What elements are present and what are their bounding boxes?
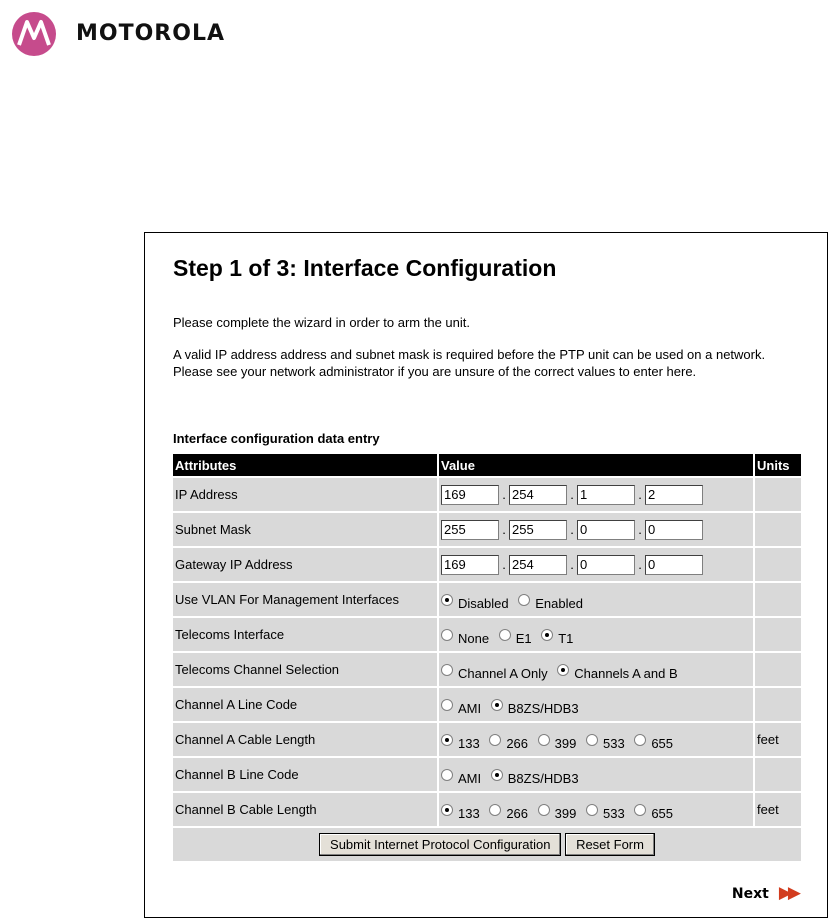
units-cell: feet — [755, 723, 801, 756]
units-cell — [755, 583, 801, 616]
channel-a-line-code-label: Channel A Line Code — [173, 688, 437, 721]
wizard-panel — [144, 232, 828, 918]
radio-button[interactable] — [441, 664, 453, 676]
subnet-mask-label: Subnet Mask — [173, 513, 437, 546]
channel-b-line-code-label: Channel B Line Code — [173, 758, 437, 791]
ip-octet-3[interactable] — [577, 485, 635, 505]
telecoms-option-t1[interactable]: T1 — [541, 627, 573, 643]
radio-button[interactable] — [489, 734, 501, 746]
units-cell — [755, 688, 801, 721]
header-value: Value — [439, 454, 753, 476]
cable-b-option-133[interactable]: 133 — [441, 802, 480, 818]
ip-address-label: IP Address — [173, 478, 437, 511]
table-caption: Interface configuration data entry — [173, 431, 380, 446]
telecoms-interface-label: Telecoms Interface — [173, 618, 437, 651]
telecoms-option-none[interactable]: None — [441, 627, 489, 643]
double-arrow-right-icon: ▶▶ — [778, 883, 797, 903]
cable-a-option-655[interactable]: 655 — [634, 732, 673, 748]
reset-form-button[interactable]: Reset Form — [565, 833, 655, 856]
instructions-text: A valid IP address address and subnet mask is required before the PTP unit can be used on a network. Please see your network administrator if you are unsure of the correct values to enter here. — [173, 347, 766, 379]
next-link[interactable] — [732, 883, 797, 903]
channel-option-a-only[interactable]: Channel A Only — [441, 662, 548, 678]
table-row — [173, 478, 801, 511]
channel-b-cable-length-options — [439, 793, 753, 826]
channel-b-option-b8zs[interactable]: B8ZS/HDB3 — [491, 767, 579, 783]
channel-a-line-code-options — [439, 688, 753, 721]
radio-button[interactable] — [586, 804, 598, 816]
telecoms-interface-options — [439, 618, 753, 651]
header-attributes: Attributes — [173, 454, 437, 476]
ip-octet-1[interactable] — [441, 485, 499, 505]
cable-a-option-533[interactable]: 533 — [586, 732, 625, 748]
gateway-label: Gateway IP Address — [173, 548, 437, 581]
channel-selection-options — [439, 653, 753, 686]
units-cell: feet — [755, 793, 801, 826]
radio-button[interactable] — [499, 629, 511, 641]
radio-button[interactable] — [491, 769, 503, 781]
table-header-row — [173, 454, 801, 476]
cable-a-option-266[interactable]: 266 — [489, 732, 528, 748]
subnet-octet-3[interactable] — [577, 520, 635, 540]
units-cell — [755, 513, 801, 546]
channel-selection-label: Telecoms Channel Selection — [173, 653, 437, 686]
radio-button[interactable] — [441, 804, 453, 816]
radio-button[interactable] — [541, 629, 553, 641]
radio-button[interactable] — [518, 594, 530, 606]
radio-button[interactable] — [441, 594, 453, 606]
gateway-field: 169 .254 .0 .0 — [439, 548, 753, 581]
channel-a-cable-length-options — [439, 723, 753, 756]
ip-address-field: 169 .254 .1 .2 — [439, 478, 753, 511]
ip-octet-2[interactable] — [509, 485, 567, 505]
channel-b-line-code-options — [439, 758, 753, 791]
subnet-mask-field: 255 .255 .0 .0 — [439, 513, 753, 546]
cable-b-option-399[interactable]: 399 — [538, 802, 577, 818]
channel-b-cable-length-label: Channel B Cable Length — [173, 793, 437, 826]
units-cell — [755, 758, 801, 791]
subnet-octet-1[interactable] — [441, 520, 499, 540]
radio-button[interactable] — [634, 804, 646, 816]
gateway-octet-2[interactable] — [509, 555, 567, 575]
vlan-options — [439, 583, 753, 616]
channel-a-option-ami[interactable]: AMI — [441, 697, 481, 713]
units-cell — [755, 618, 801, 651]
radio-button[interactable] — [441, 734, 453, 746]
channel-option-a-and-b[interactable]: Channels A and B — [557, 662, 677, 678]
table-row — [173, 548, 801, 581]
channel-a-cable-length-label: Channel A Cable Length — [173, 723, 437, 756]
header-units: Units — [755, 454, 801, 476]
radio-button[interactable] — [441, 769, 453, 781]
radio-button[interactable] — [538, 804, 550, 816]
radio-button[interactable] — [491, 699, 503, 711]
button-cell — [173, 828, 801, 861]
table-row — [173, 513, 801, 546]
page-title: Step 1 of 3: Interface Configuration — [173, 255, 557, 281]
units-cell — [755, 548, 801, 581]
table-row — [173, 583, 801, 616]
radio-button[interactable] — [634, 734, 646, 746]
table-row — [173, 688, 801, 721]
vlan-option-disabled[interactable]: Disabled — [441, 592, 509, 608]
gateway-octet-4[interactable] — [645, 555, 703, 575]
units-cell — [755, 478, 801, 511]
channel-a-option-b8zs[interactable]: B8ZS/HDB3 — [491, 697, 579, 713]
radio-button[interactable] — [441, 699, 453, 711]
radio-button[interactable] — [441, 629, 453, 641]
gateway-octet-1[interactable] — [441, 555, 499, 575]
radio-button[interactable] — [557, 664, 569, 676]
config-table — [171, 452, 803, 863]
table-row — [173, 653, 801, 686]
table-row — [173, 793, 801, 826]
cable-b-option-655[interactable]: 655 — [634, 802, 673, 818]
motorola-logo — [10, 10, 260, 58]
vlan-label: Use VLAN For Management Interfaces — [173, 583, 437, 616]
table-row — [173, 758, 801, 791]
subnet-octet-4[interactable] — [645, 520, 703, 540]
cable-b-option-533[interactable]: 533 — [586, 802, 625, 818]
radio-button[interactable] — [489, 804, 501, 816]
cable-a-option-399[interactable]: 399 — [538, 732, 577, 748]
table-row — [173, 618, 801, 651]
radio-button[interactable] — [538, 734, 550, 746]
vlan-option-enabled[interactable]: Enabled — [518, 592, 583, 608]
cable-b-option-266[interactable]: 266 — [489, 802, 528, 818]
brand-name: MOTOROLA — [76, 21, 225, 46]
radio-button[interactable] — [586, 734, 598, 746]
motorola-batwing-icon — [10, 10, 62, 58]
cable-a-option-133[interactable]: 133 — [441, 732, 480, 748]
next-label: Next — [731, 886, 769, 902]
ip-octet-4[interactable] — [645, 485, 703, 505]
units-cell — [755, 653, 801, 686]
gateway-octet-3[interactable] — [577, 555, 635, 575]
telecoms-option-e1[interactable]: E1 — [499, 627, 532, 643]
submit-ip-config-button[interactable]: Submit Internet Protocol Configuration — [319, 833, 561, 856]
channel-b-option-ami[interactable]: AMI — [441, 767, 481, 783]
button-row — [173, 828, 801, 861]
subnet-octet-2[interactable] — [509, 520, 567, 540]
intro-text: Please complete the wizard in order to arm the unit. — [173, 315, 470, 330]
table-row — [173, 723, 801, 756]
